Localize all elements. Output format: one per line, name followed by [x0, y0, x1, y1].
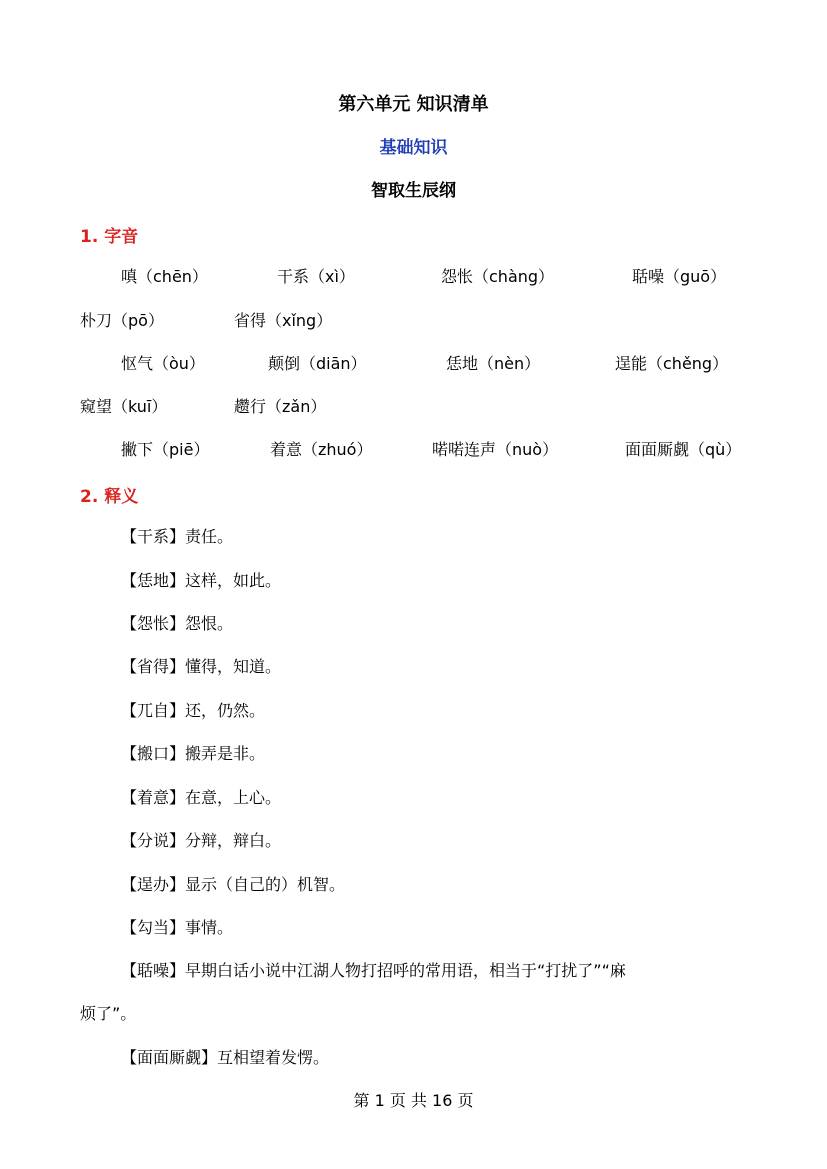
- definition-text: 早期白话小说中江湖人物打招呼的常用语，相当于“打扰了”“麻: [185, 961, 626, 980]
- definition-entry: [121, 828, 281, 851]
- pronunciation-item: 怨怅（chàng）: [441, 267, 555, 286]
- definition-text: 在意，上心。: [185, 788, 282, 807]
- pronunciation-item: 省得（xǐng）: [234, 311, 333, 330]
- definition-entry: [121, 654, 281, 677]
- section-subtitle: 基础知识: [379, 138, 448, 158]
- definition-term: 【分说】: [121, 831, 186, 850]
- definition-text: 这样，如此。: [185, 571, 282, 590]
- pronunciation-item: 嗔（chēn）: [121, 267, 208, 286]
- definition-term: 【省得】: [121, 657, 186, 676]
- pronunciation-item: 颠倒（diān）: [268, 354, 367, 373]
- pronunciation-item: 趱行（zǎn）: [234, 397, 327, 416]
- definition-text: 责任。: [185, 527, 234, 546]
- pronunciation-item: 恁地（nèn）: [446, 354, 541, 373]
- pronunciation-item: 面面厮觑（qù）: [625, 440, 742, 459]
- lesson-title: 智取生辰纲: [371, 181, 456, 201]
- pronunciation-item: 喏喏连声（nuò）: [432, 440, 559, 459]
- definition-entry: [121, 524, 233, 547]
- definition-term: 【搬口】: [121, 744, 186, 763]
- definition-term: 【勾当】: [121, 918, 186, 937]
- definition-entry: [121, 698, 265, 721]
- pronunciation-item: 干系（xì）: [277, 267, 355, 286]
- definition-text: 显示（自己的）机智。: [185, 875, 346, 894]
- definition-text: 怨恨。: [185, 614, 234, 633]
- pronunciation-item: 聒噪（guō）: [632, 267, 727, 286]
- definition-entry: [121, 1045, 329, 1068]
- definition-entry: [121, 872, 345, 895]
- pronunciation-item: 窥望（kuī）: [80, 397, 168, 416]
- page-number-footer: 第 1 页 共 16 页: [353, 1091, 474, 1110]
- pronunciation-item: 逞能（chěng）: [615, 354, 729, 373]
- definition-term: 【逞办】: [121, 875, 186, 894]
- definition-entry: [121, 915, 233, 938]
- definition-text: 事情。: [185, 918, 234, 937]
- definition-text: 懂得，知道。: [185, 657, 282, 676]
- page-title: 第六单元 知识清单: [338, 94, 489, 115]
- definition-text: 分辩，辩白。: [185, 831, 282, 850]
- definition-entry: [121, 958, 626, 981]
- definition-entry: [121, 741, 265, 764]
- pronunciation-item: 撇下（piē）: [121, 440, 210, 459]
- definition-entry: [121, 785, 281, 808]
- section-heading-pronunciation: 1. 字音: [80, 227, 139, 247]
- definition-term: 【怨怅】: [121, 614, 186, 633]
- definition-entry: [121, 568, 281, 591]
- definition-term: 【恁地】: [121, 571, 186, 590]
- pronunciation-item: 怄气（òu）: [121, 354, 205, 373]
- definition-term: 【聒噪】: [121, 961, 186, 980]
- definition-text: 搬弄是非。: [185, 744, 266, 763]
- definition-text: 还，仍然。: [185, 701, 266, 720]
- definition-entry: [121, 611, 233, 634]
- pronunciation-item: 着意（zhuó）: [270, 440, 373, 459]
- definition-continuation: 烦了”。: [80, 1004, 137, 1023]
- pronunciation-item: 朴刀（pō）: [80, 311, 164, 330]
- definition-text: 互相望着发愣。: [217, 1048, 330, 1067]
- definition-term: 【着意】: [121, 788, 186, 807]
- definition-term: 【干系】: [121, 527, 186, 546]
- definition-term: 【面面厮觑】: [121, 1048, 218, 1067]
- section-heading-definitions: 2. 释义: [80, 487, 139, 507]
- definition-term: 【兀自】: [121, 701, 186, 720]
